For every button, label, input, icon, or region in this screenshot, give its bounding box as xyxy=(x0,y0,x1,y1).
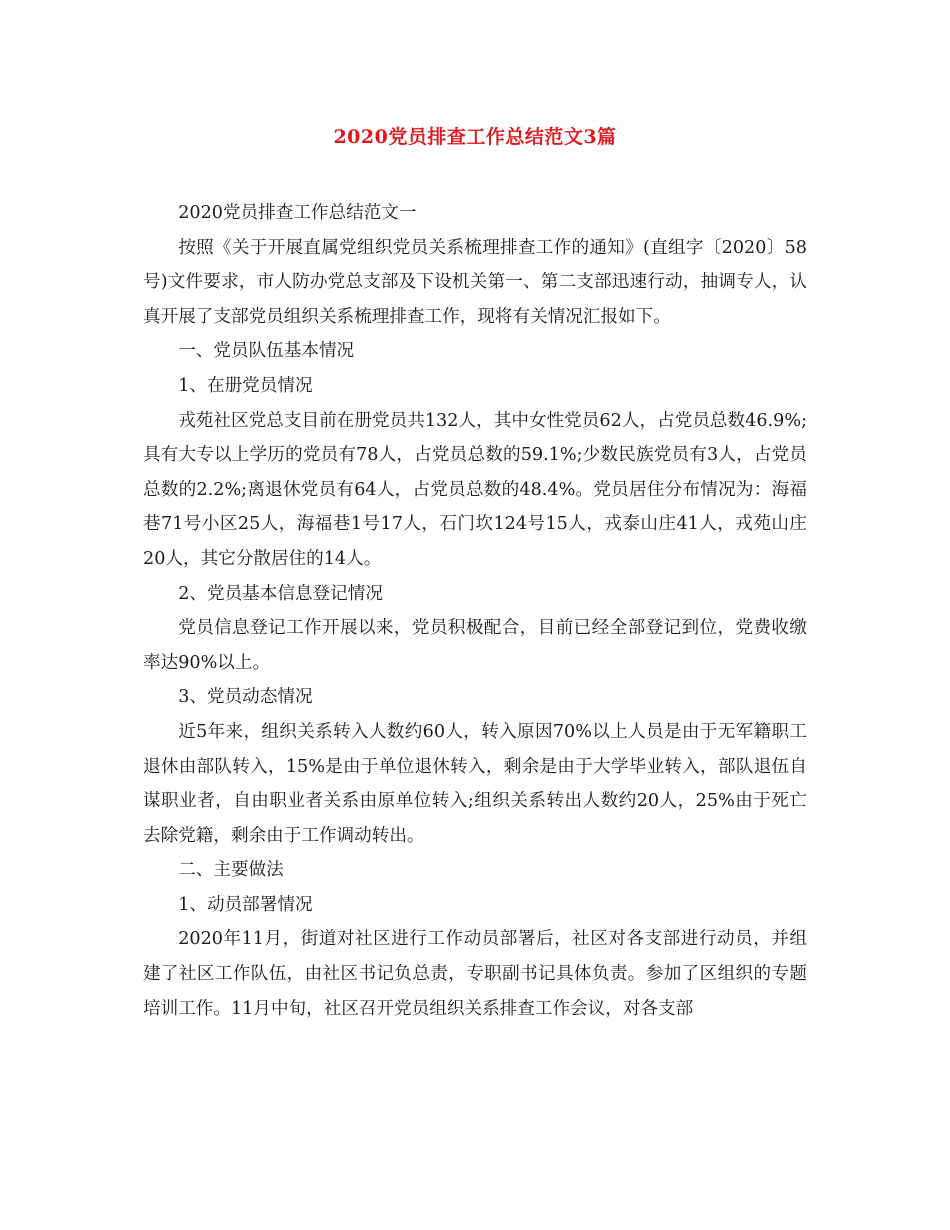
section-heading-2: 二、主要做法 xyxy=(178,860,284,881)
intro-paragraph: 按照《关于开展直属党组织党员关系梳理排查工作的通知》(直组字〔2020〕58号)文件要求，市人防办党总支部及下设机关第一、第二支部迅速行动，抽调专人，认真开展了支部党员组织关系梳理排查工作，现将有关情况汇报如下。 xyxy=(143,237,807,327)
document-title: 2020党员排查工作总结范文3篇 xyxy=(333,126,617,148)
document-body xyxy=(143,196,807,1026)
subsection-heading-1-3: 3、党员动态情况 xyxy=(178,687,313,708)
subsection-heading-2-1: 1、动员部署情况 xyxy=(178,894,313,915)
dynamics-paragraph: 近5年来，组织关系转入人数约60人，转入原因70%以上人员是由于无军籍职工退休由部队转入，15%是由于单位退休转入，剩余是由于大学毕业转入，部队退伍自谋职业者，自由职业者关系由原单位转入;组织关系转出人数约20人，25%由于死亡去除党籍，剩余由于工作调动转出。 xyxy=(143,721,807,846)
subsection-heading-1-2: 2、党员基本信息登记情况 xyxy=(178,583,383,604)
registration-paragraph: 党员信息登记工作开展以来，党员积极配合，目前已经全部登记到位，党费收缴率达90%以上。 xyxy=(143,618,807,673)
subsection-heading-1-1: 1、在册党员情况 xyxy=(178,375,313,396)
section-heading-1: 一、党员队伍基本情况 xyxy=(178,341,355,362)
deployment-paragraph: 2020年11月，街道对社区进行工作动员部署后，社区对各支部进行动员，并组建了社区工作队伍，由社区书记负总责，专职副书记具体负责。参加了区组织的专题培训工作。11月中旬，社区召开党员组织关系排查工作会议，对各支部 xyxy=(143,929,807,1019)
member-stats-paragraph: 戎苑社区党总支目前在册党员共132人，其中女性党员62人，占党员总数46.9%;具有大专以上学历的党员有78人，占党员总数的59.1%;少数民族党员有3人，占党员总数的2.2%;离退休党员有64人，占党员总数的48.4%。党员居住分布情况为：海福巷71号小区25人，海福巷1号17人，石门坎124号15人，戎泰山庄41人，戎苑山庄20人，其它分散居住的14人。 xyxy=(143,410,807,569)
subtitle-paragraph: 2020党员排查工作总结范文一 xyxy=(178,203,417,223)
